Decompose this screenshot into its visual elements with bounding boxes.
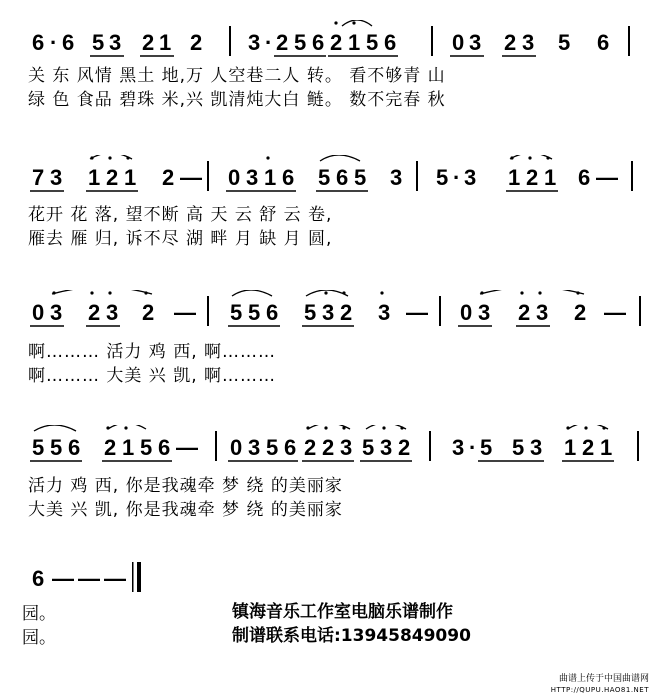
svg-text:—: — — [180, 165, 202, 190]
svg-text:—: — — [596, 165, 618, 190]
svg-text:2: 2 — [142, 300, 155, 325]
svg-text:2: 2 — [322, 435, 335, 460]
lyric-row-1b: 绿 色 食品 碧珠 米,兴 凯清炖大白 鲢。 数不完春 秋 — [28, 90, 446, 110]
notation-row-4 — [12, 425, 652, 465]
svg-text:3: 3 — [106, 300, 119, 325]
svg-text:0: 0 — [230, 435, 243, 460]
svg-text:6: 6 — [284, 435, 297, 460]
svg-text:5: 5 — [480, 435, 493, 460]
notation-row-4-svg — [12, 425, 652, 465]
svg-text:3: 3 — [322, 300, 335, 325]
note: 2 — [276, 30, 289, 55]
watermark-line-2: HTTP://QUPU.HAO81.NET — [550, 686, 649, 694]
notation-row-2 — [12, 155, 652, 195]
svg-text:1: 1 — [88, 165, 101, 190]
svg-text:2: 2 — [162, 165, 175, 190]
svg-text:5: 5 — [140, 435, 153, 460]
svg-text:3: 3 — [50, 165, 63, 190]
svg-text:2: 2 — [582, 435, 595, 460]
svg-text:6: 6 — [336, 165, 349, 190]
svg-text:1: 1 — [508, 165, 521, 190]
svg-text:3: 3 — [390, 165, 403, 190]
footer-lyric-b: 园。 — [22, 628, 56, 648]
notation-row-3-svg — [12, 290, 652, 330]
svg-text:6: 6 — [282, 165, 295, 190]
svg-text:5: 5 — [318, 165, 331, 190]
note: 6 — [312, 30, 325, 55]
lyric-row-4a: 活力 鸡 西, 你是我魂牵 梦 绕 的美丽家 — [28, 476, 343, 496]
svg-text:2: 2 — [518, 300, 531, 325]
note: 3 — [248, 30, 261, 55]
svg-text:—: — — [176, 435, 198, 460]
note: 2 — [330, 30, 343, 55]
note: 2 — [142, 30, 155, 55]
note: 1 — [348, 30, 361, 55]
svg-text:0: 0 — [460, 300, 473, 325]
svg-text:5: 5 — [304, 300, 317, 325]
svg-text:0: 0 — [228, 165, 241, 190]
svg-text:6: 6 — [32, 566, 45, 591]
svg-text:2: 2 — [526, 165, 539, 190]
svg-text:1: 1 — [600, 435, 613, 460]
note: 6 — [597, 30, 610, 55]
note: 3 — [109, 30, 122, 55]
svg-text:·: · — [453, 165, 461, 190]
note: 5 — [92, 30, 105, 55]
svg-text:1: 1 — [122, 435, 135, 460]
lyric-row-2b: 雁去 雁 归, 诉不尽 湖 畔 月 缺 月 圆, — [28, 229, 333, 249]
svg-text:—: — — [406, 300, 428, 325]
lyric-row-1a: 关 东 风情 黑土 地,万 人空巷二人 转。 看不够青 山 — [28, 66, 446, 86]
credit-line-1: 镇海音乐工作室电脑乐谱制作 — [232, 602, 453, 622]
note: 0 — [452, 30, 465, 55]
lyric-row-3a: 啊……… 活力 鸡 西, 啊……… — [28, 342, 277, 362]
notation-row-2-svg — [12, 155, 652, 195]
svg-text:6: 6 — [68, 435, 81, 460]
svg-text:1: 1 — [564, 435, 577, 460]
svg-text:1: 1 — [124, 165, 137, 190]
dot: · — [265, 30, 273, 55]
svg-text:5: 5 — [248, 300, 261, 325]
note: 1 — [159, 30, 172, 55]
svg-text:5: 5 — [32, 435, 45, 460]
note: 3 — [469, 30, 482, 55]
svg-text:5: 5 — [50, 435, 63, 460]
svg-text:3: 3 — [248, 435, 261, 460]
watermark-line-1: 曲谱上传于中国曲谱网 — [558, 674, 649, 684]
svg-text:5: 5 — [512, 435, 525, 460]
svg-text:—: — — [52, 566, 74, 591]
svg-text:2: 2 — [574, 300, 587, 325]
note: 6 — [32, 30, 45, 55]
final-barline-thin — [132, 562, 134, 592]
svg-text:5: 5 — [436, 165, 449, 190]
svg-text:3: 3 — [478, 300, 491, 325]
svg-text:5: 5 — [266, 435, 279, 460]
svg-text:3: 3 — [536, 300, 549, 325]
note: 6 — [62, 30, 75, 55]
svg-text:3: 3 — [530, 435, 543, 460]
svg-text:2: 2 — [104, 435, 117, 460]
svg-text:5: 5 — [230, 300, 243, 325]
svg-text:3: 3 — [246, 165, 259, 190]
svg-text:6: 6 — [266, 300, 279, 325]
note: 2 — [190, 30, 203, 55]
svg-text:3: 3 — [50, 300, 63, 325]
footer-lyric-a: 园。 — [22, 604, 56, 624]
svg-text:2: 2 — [88, 300, 101, 325]
svg-text:6: 6 — [578, 165, 591, 190]
notation-row-1 — [12, 20, 652, 60]
note: 5 — [366, 30, 379, 55]
notation-row-5-svg — [12, 556, 652, 596]
note: 6 — [384, 30, 397, 55]
svg-text:—: — — [174, 300, 196, 325]
lyric-row-3b: 啊……… 大美 兴 凯, 啊……… — [28, 366, 277, 386]
svg-text:2: 2 — [398, 435, 411, 460]
notation-row-1-svg — [12, 20, 652, 60]
notation-row-3 — [12, 290, 652, 330]
note: 5 — [558, 30, 571, 55]
svg-text:3: 3 — [464, 165, 477, 190]
svg-text:—: — — [78, 566, 100, 591]
notation-row-5 — [12, 556, 652, 596]
note: 3 — [522, 30, 535, 55]
svg-text:3: 3 — [452, 435, 465, 460]
svg-text:2: 2 — [106, 165, 119, 190]
note: 2 — [504, 30, 517, 55]
svg-text:5: 5 — [362, 435, 375, 460]
svg-text:3: 3 — [340, 435, 353, 460]
svg-text:7: 7 — [32, 165, 45, 190]
svg-text:·: · — [469, 435, 477, 460]
svg-text:3: 3 — [380, 435, 393, 460]
svg-text:2: 2 — [304, 435, 317, 460]
final-barline-thick — [137, 562, 141, 592]
svg-text:3: 3 — [378, 300, 391, 325]
svg-text:1: 1 — [264, 165, 277, 190]
credit-line-2: 制谱联系电话:13945849090 — [232, 626, 471, 646]
lyric-row-4b: 大美 兴 凯, 你是我魂牵 梦 绕 的美丽家 — [28, 500, 343, 520]
svg-text:2: 2 — [340, 300, 353, 325]
svg-text:6: 6 — [158, 435, 171, 460]
lyric-row-2a: 花开 花 落, 望不断 高 天 云 舒 云 卷, — [28, 205, 333, 225]
svg-text:0: 0 — [32, 300, 45, 325]
dot: · — [50, 30, 58, 55]
svg-text:1: 1 — [544, 165, 557, 190]
svg-text:—: — — [104, 566, 126, 591]
svg-text:5: 5 — [354, 165, 367, 190]
note: 5 — [294, 30, 307, 55]
svg-text:—: — — [604, 300, 626, 325]
